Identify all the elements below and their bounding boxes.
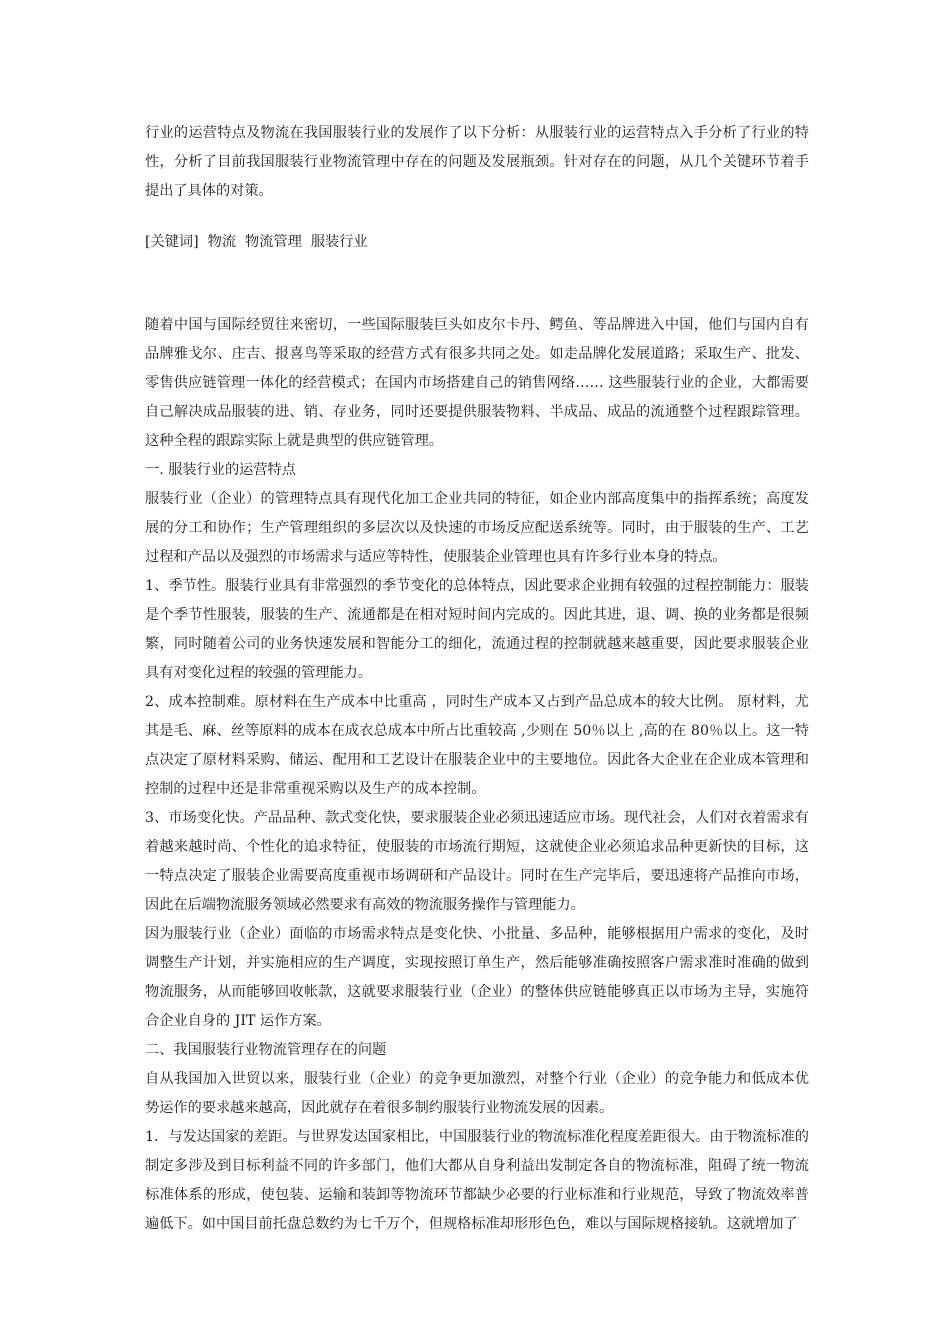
body-paragraph: 1、季节性。服装行业具有非常强烈的季节变化的总体特点，因此要求企业拥有较强的过程控制能力：服装是个季节性服装，服装的生产、流通都是在相对短时间内完成的。因此其进，退、调、换的业务都是很频繁，同时随着公司的业务快速发展和智能分工的细化，流通过程的控制就越来越重要，因此要求服装企业具有对变化过程的较强的管理能力。	[145, 578, 809, 681]
intro-paragraph: 随着中国与国际经贸往来密切，一些国际服装巨头如皮尔卡丹、鳄鱼、等品牌进入中国，他们与国内自有品牌雅戈尔、庄吉、报喜鸟等采取的经营方式有很多共同之处。如走品牌化发展道路；采取生产、批发、零售供应链管理一体化的经营模式；在国内市场搭建自己的销售网络…… 这些服装行业的企业，大都需要自己解决成品服装的进、销、存业务，同时还要提供服装物料、半成品、成品的流通整个过程跟踪管理。这种全程的跟踪实际上就是典型的供应链管理。	[145, 317, 809, 449]
section-heading-1: 一. 服装行业的运营特点	[145, 462, 296, 478]
body-paragraph: 服装行业（企业）的管理特点具有现代化加工企业共同的特征，如企业内部高度集中的指挥系统；高度发展的分工和协作；生产管理组织的多层次以及快速的市场反应配送系统等。同时，由于服装的生产、工艺过程和产品以及强烈的市场需求与适应等特性，使服装企业管理也具有许多行业本身的特点。	[145, 491, 809, 565]
body-paragraph: 2、成本控制难。原材料在生产成本中比重高 ，同时生产成本又占到产品总成本的较大比例。 原材料，尤其是毛、麻、丝等原料的成本在成衣总成本中所占比重较高 ,少则在 50％以上 ,高的在 80％以上。这一特点决定了原材料采购、储运、配用和工艺设计在服装企业中的主要地位。因此各大企业在企业成本管理和控制的过程中还是非常重视采购以及生产的成本控制。	[145, 694, 809, 797]
keywords-line: [关键词] 物流 物流管理 服装行业	[145, 234, 368, 250]
body-paragraph: 自从我国加入世贸以来，服装行业（企业）的竞争更加激烈，对整个行业（企业）的竞争能力和低成本优势运作的要求越来越高，因此就存在着很多制约服装行业物流发展的因素。	[145, 1071, 809, 1116]
body-paragraph: 因为服装行业（企业）面临的市场需求特点是变化快、小批量、多品种，能够根据用户需求的变化，及时调整生产计划，并实施相应的生产调度，实现按照订单生产，然后能够准确按照客户需求准时准确的做到物流服务，从而能够回收帐款，这就要求服装行业（企业）的整体供应链能够真正以市场为主导，实施符合企业自身的 JIT 运作方案。	[145, 926, 809, 1029]
abstract-paragraph: 行业的运营特点及物流在我国服装行业的发展作了以下分析：从服装行业的运营特点入手分析了行业的特性，分析了目前我国服装行业物流管理中存在的问题及发展瓶颈。针对存在的问题，从几个关键环节着手提出了具体的对策。	[145, 125, 809, 199]
body-paragraph: 1．与发达国家的差距。与世界发达国家相比，中国服装行业的物流标准化程度差距很大。由于物流标准的制定多涉及到目标利益不同的许多部门，他们大都从自身利益出发制定各自的物流标准，阻碍了统一物流标准体系的形成，使包装、运输和装卸等物流环节都缺少必要的行业标准和行业规范，导致了物流效率普遍低下。如中国目前托盘总数约为七千万个，但规格标准却形形色色，难以与国际规格接轨。这就增加了	[145, 1129, 809, 1232]
body-text	[145, 311, 809, 1239]
body-paragraph: 3、市场变化快。产品品种、款式变化快，要求服装企业必须迅速适应市场。现代社会，人们对衣着需求有着越来越时尚、个性化的追求特征，使服装的市场流行期短，这就使企业必须追求品种更新快的目标，这一特点决定了服装企业需要高度重视市场调研和产品设计。同时在生产完毕后，要迅速将产品推向市场，因此在后端物流服务领域必然要求有高效的物流服务操作与管理能力。	[145, 810, 809, 913]
section-heading-2: 二、我国服装行业物流管理存在的问题	[145, 1042, 387, 1058]
